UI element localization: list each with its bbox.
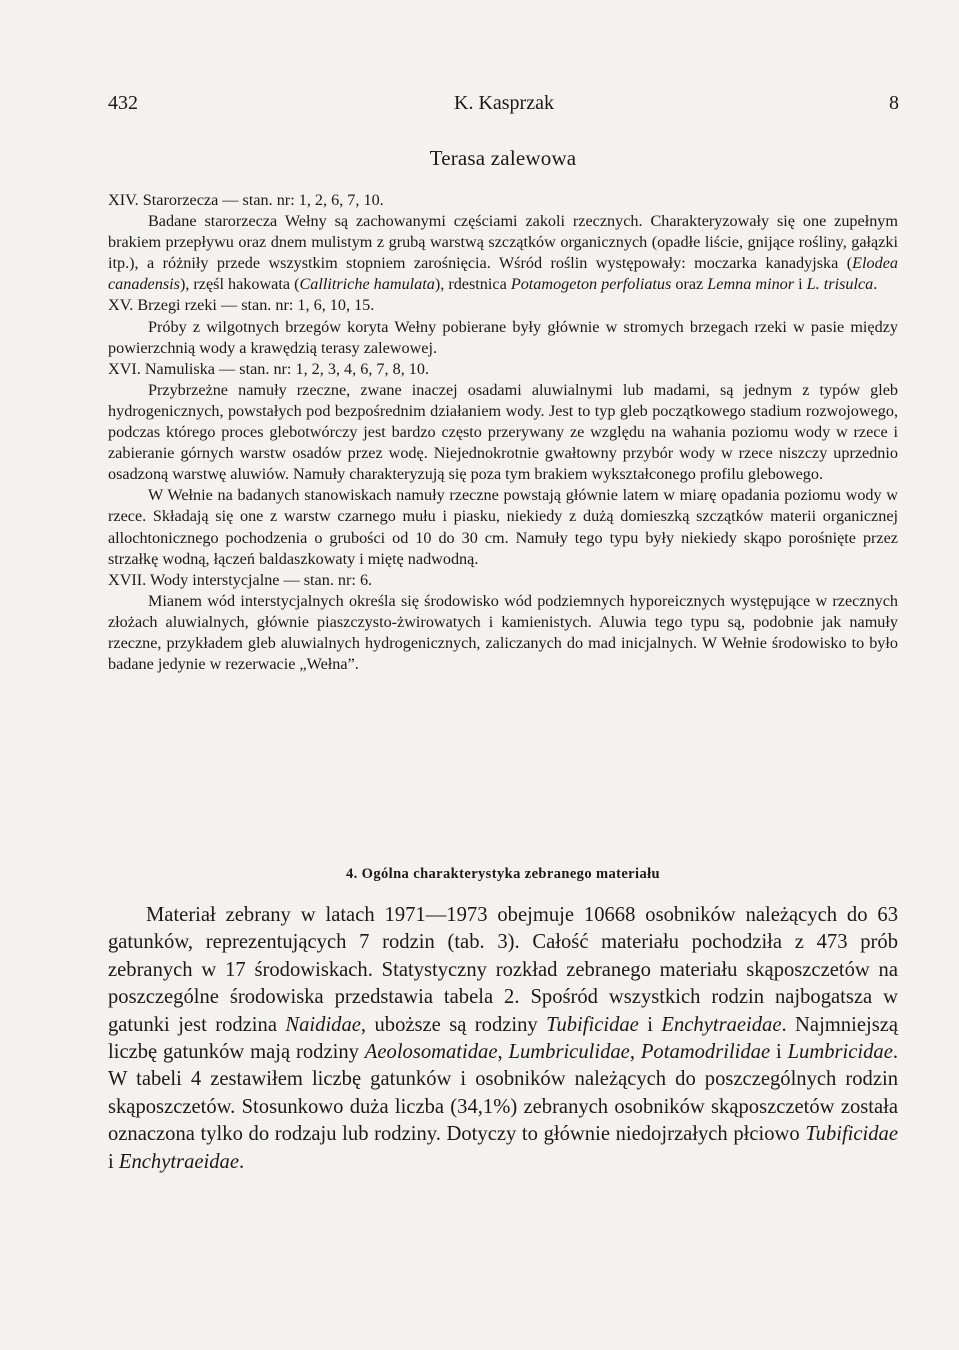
habitat-heading-xiv: XIV. Starorzecza — stan. nr: 1, 2, 6, 7, 10. <box>108 191 384 209</box>
habitat-paragraph-xv: Próby z wilgotnych brzegów koryta Wełny pobierane były głównie w stromych brzegach rzeki w pasie między powierzchnią wody a krawędzią terasy zalewowej. <box>108 317 898 357</box>
habitat-paragraph-xvii: Mianem wód interstycjalnych określa się środowisko wód podziemnych hyporeicznych występujące w rzecznych złożach aluwialnych, głównie piaszczysto-żwirowatych i kamienistych. Aluwia tego typu są, podobnie jak namuły rzeczne, przykładem gleb aluwialnych hydrogenicznych, zaliczanych do mad inicjalnych. W Wełnie środowisko to było badane jedynie w rezerwacie „Wełna”. <box>108 591 898 674</box>
family-name: Aeolosomatidae <box>364 1041 498 1064</box>
section-4-body <box>108 902 898 1176</box>
family-name: Tubificidae <box>546 1013 639 1036</box>
family-name: Lumbriculidae <box>508 1041 630 1064</box>
habitat-paragraph-xvi-2: W Wełnie na badanych stanowiskach namuły rzeczne powstają głównie latem w miarę opadania poziomu wody w rzece. Składają się one z warstw czarnego mułu i piasku, niekiedy z dużą domieszką szczątków materii organicznej allochtonicznego pochodzenia o grubości od 10 do 30 cm. Namuły tego typu były niekiedy skąpo porośnięte przez strzałkę wodną, łączeń baldaszkowaty i miętę nadwodną. <box>108 486 898 568</box>
species-name: L. trisulca <box>806 275 874 294</box>
running-author: K. Kasprzak <box>454 92 554 114</box>
habitat-paragraph-xvi-1: Przybrzeżne namuły rzeczne, zwane inaczej osadami aluwialnymi lub madami, są jednym z typów gleb hydrogenicznych, powstałych pod bezpośrednim działaniem wody. Jest to typ gleb początkowego stadium rozwojowego, podczas którego proces glebotwórczy jest bardzo często przerywany ze względu na wahania poziomu wody w rzece i zabieranie górnych warstw osadów przez wodę. Niejednokrotnie gwałtowny przybór wody w rzece niszczy uprzednio osadzoną warstwę aluwiów. Namuły charakteryzują się poza tym brakiem wykształconego profilu glebowego. <box>108 380 898 484</box>
family-name: Tubificidae <box>805 1123 898 1146</box>
section-4-paragraph: Materiał zebrany w latach 1971—1973 obejmuje 10668 osobników należących do 63 gatunków, reprezentujących 7 rodzin (tab. 3). Całość materiału pochodziła z 473 prób zebranych w 17 środowiskach. Statystyczny rozkład zebranego materiału skąposzczetów na poszczególne środowiska przedstawia tabela 2. Spośród wszystkich rodzin najbogatsza w gatunki jest rodzina Naididae, uboższe są rodziny Tubificidae i Enchytraeidae. Najmniejszą liczbę gatunków mają rodziny Aeolosomatidae, Lumbriculidae, Potamodrilidae i Lumbricidae. W tabeli 4 zestawiłem liczbę gatunków i osobników należących do poszczególnych rodzin skąposzczetów. Stosunkowo duża liczba (34,1%) zebranych osobników skąposzczetów została oznaczona tylko do rodzaju lub rodziny. Dotyczy to głównie niedojrzałych płciowo Tubificidae i Enchytraeidae. <box>108 904 899 1173</box>
habitat-descriptions <box>108 190 898 675</box>
family-name: Enchytraeidae <box>661 1013 782 1036</box>
family-name: Lumbricidae <box>787 1041 893 1064</box>
section-title: Terasa zalewowa <box>429 146 577 170</box>
family-name: Naididae <box>285 1013 361 1036</box>
habitat-heading-xvi: XVI. Namuliska — stan. nr: 1, 2, 3, 4, 6, 7, 8, 10. <box>108 359 430 378</box>
species-name: Lemna minor <box>707 275 795 294</box>
page-number: 432 <box>108 92 138 114</box>
habitat-heading-xv: XV. Brzegi rzeki — stan. nr: 1, 6, 10, 15. <box>108 296 375 315</box>
running-header <box>108 92 899 116</box>
issue-number: 8 <box>889 92 899 114</box>
family-name: Enchytraeidae <box>118 1150 239 1173</box>
species-name: Callitriche hamulata <box>299 275 435 294</box>
family-name: Potamodrilidae <box>640 1041 771 1064</box>
habitat-heading-xvii: XVII. Wody interstycjalne — stan. nr: 6. <box>108 570 373 589</box>
section-4-heading: 4. Ogólna charakterystyka zebranego materiału <box>345 866 660 882</box>
species-name: Potamogeton perfoliatus <box>510 275 672 294</box>
species-name: Elodea canadensis <box>108 254 898 294</box>
habitat-paragraph-xiv: Badane starorzecza Wełny są zachowanymi częściami zakoli rzecznych. Charakteryzowały się one zupełnym brakiem przepływu oraz dnem mulistym z grubą warstwą szczątków organicznych (opadłe liście, gnijące rośliny, gałązki itp.), a różniły przede wszystkim stopniem zarośnięcia. Wśród roślin występowały: moczarka kanadyjska (Elodea canadensis), rzęśl hakowata (Callitriche hamulata), rdestnica Potamogeton perfoliatus oraz Lemna minor i L. trisulca. <box>108 212 898 294</box>
